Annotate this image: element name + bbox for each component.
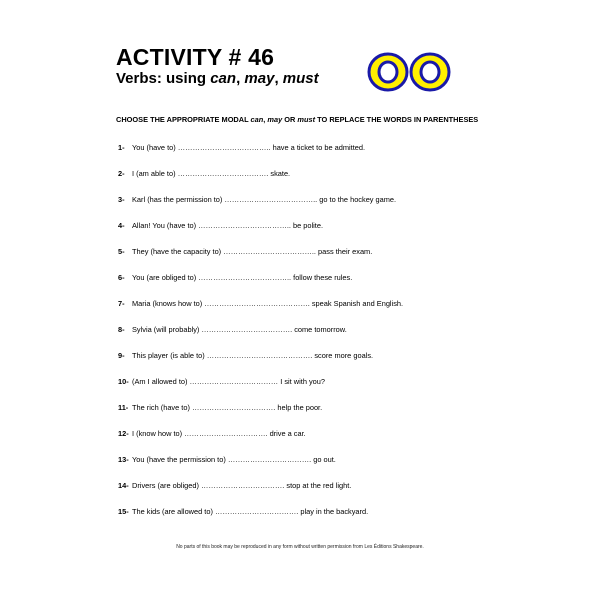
exercise-item bbox=[118, 143, 558, 169]
exercise-item bbox=[118, 247, 558, 273]
exercise-item bbox=[118, 351, 558, 377]
exercise-item bbox=[118, 377, 558, 403]
item-text: Karl (has the permission to) ……………………………….. go to the hockey game. bbox=[132, 195, 397, 204]
exercise-item bbox=[118, 325, 558, 351]
item-number: 3- bbox=[118, 195, 125, 204]
item-number: 1- bbox=[118, 143, 125, 152]
item-text: Drivers (are obliged) ……………………………. stop at the red light. bbox=[132, 481, 352, 490]
item-number: 8- bbox=[118, 325, 125, 334]
item-text: I (am able to) ………………………………. skate. bbox=[132, 169, 291, 178]
item-number: 10- bbox=[118, 377, 129, 386]
item-text: Maria (knows how to) ……………………………………. speak Spanish and English. bbox=[132, 299, 404, 308]
item-number: 6- bbox=[118, 273, 125, 282]
item-text: You (have the permission to) ……………………………. go out. bbox=[132, 455, 336, 464]
exercise-item bbox=[118, 221, 558, 247]
instructions-sep: , bbox=[263, 115, 268, 124]
subtitle-prefix: Verbs: using bbox=[116, 70, 211, 87]
exercise-item bbox=[118, 455, 558, 481]
subtitle-must: must bbox=[282, 70, 319, 87]
subtitle-comma-2: , bbox=[274, 70, 283, 87]
copyright-footer: No parts of this book may be reproduced in any form without written permission from Les Éditions Shakespeare. bbox=[176, 544, 424, 550]
subtitle-comma-1: , bbox=[236, 70, 245, 87]
exercise-item bbox=[118, 481, 558, 507]
exercise-item bbox=[118, 195, 558, 221]
left-ring-hole bbox=[379, 62, 397, 82]
item-number: 7- bbox=[118, 299, 125, 308]
item-text: The kids (are allowed to) ……………………………. play in the backyard. bbox=[132, 507, 369, 516]
exercise-item bbox=[118, 299, 558, 325]
double-ring-logo-icon bbox=[366, 50, 452, 94]
instructions-or: OR bbox=[282, 115, 298, 124]
instructions-part-1: CHOOSE THE APPROPRIATE MODAL bbox=[116, 115, 251, 124]
item-number: 5- bbox=[118, 247, 125, 256]
item-text: (Am I allowed to) ……………………………… I sit with you? bbox=[132, 377, 326, 386]
item-number: 4- bbox=[118, 221, 125, 230]
item-number: 14- bbox=[118, 481, 129, 490]
item-number: 9- bbox=[118, 351, 125, 360]
instructions-must: must bbox=[297, 115, 316, 124]
page-subtitle bbox=[116, 70, 319, 88]
instructions-part-2: TO REPLACE THE WORDS IN PARENTHESES bbox=[315, 115, 479, 124]
item-text: You (are obliged to) ……………………………….. follow these rules. bbox=[132, 273, 353, 282]
exercise-item bbox=[118, 169, 558, 195]
item-text: Allan! You (have to) ……………………………….. be polite. bbox=[132, 221, 323, 230]
item-text: Sylvia (will probably) ………………………………. come tomorrow. bbox=[132, 325, 347, 334]
item-text: This player (is able to) ……………………………………. score more goals. bbox=[132, 351, 374, 360]
right-ring-hole bbox=[421, 62, 439, 82]
item-text: They (have the capacity to) ……………………………….. pass their exam. bbox=[132, 247, 373, 256]
subtitle-may: may bbox=[244, 70, 275, 87]
item-number: 2- bbox=[118, 169, 125, 178]
exercise-item bbox=[118, 273, 558, 299]
instructions bbox=[116, 115, 478, 124]
item-number: 15- bbox=[118, 507, 129, 516]
exercise-item bbox=[118, 403, 558, 429]
exercise-item bbox=[118, 429, 558, 455]
exercise-item bbox=[118, 507, 558, 533]
item-text: The rich (have to) ……………………………. help the poor. bbox=[132, 403, 323, 412]
exercise-list bbox=[118, 143, 558, 533]
item-text: I (know how to) ……………………………. drive a car. bbox=[132, 429, 306, 438]
item-number: 13- bbox=[118, 455, 129, 464]
page-title: ACTIVITY # 46 bbox=[116, 44, 275, 70]
instructions-can: can bbox=[250, 115, 264, 124]
instructions-may: may bbox=[267, 115, 283, 124]
subtitle-can: can bbox=[210, 70, 237, 87]
item-number: 11- bbox=[118, 403, 129, 412]
item-number: 12- bbox=[118, 429, 129, 438]
item-text: You (have to) ……………………………….. have a ticket to be admitted. bbox=[132, 143, 366, 152]
